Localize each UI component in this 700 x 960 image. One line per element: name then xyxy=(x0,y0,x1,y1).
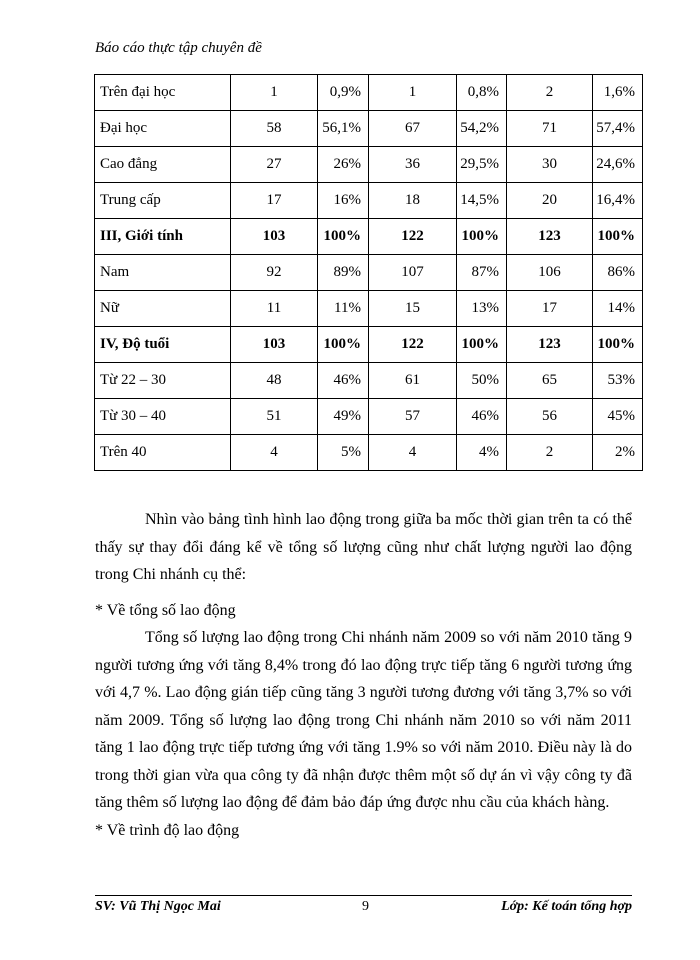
percent-cell: 5% xyxy=(318,435,369,471)
row-label: Trên 40 xyxy=(95,435,231,471)
percent-cell: 26% xyxy=(318,147,369,183)
percent-cell: 100% xyxy=(457,219,507,255)
percent-cell: 53% xyxy=(593,363,643,399)
table-row xyxy=(95,399,643,435)
count-cell: 122 xyxy=(369,219,457,255)
percent-cell: 0,8% xyxy=(457,75,507,111)
count-cell: 48 xyxy=(231,363,318,399)
percent-cell: 2% xyxy=(593,435,643,471)
percent-cell: 100% xyxy=(318,219,369,255)
row-label: Trên đại học xyxy=(95,75,231,111)
body-text xyxy=(95,506,632,844)
count-cell: 1 xyxy=(369,75,457,111)
row-label: III, Giới tính xyxy=(95,219,231,255)
percent-cell: 46% xyxy=(318,363,369,399)
table-row xyxy=(95,111,643,147)
count-cell: 92 xyxy=(231,255,318,291)
count-cell: 123 xyxy=(507,327,593,363)
percent-cell: 13% xyxy=(457,291,507,327)
row-label: Từ 30 – 40 xyxy=(95,399,231,435)
percent-cell: 57,4% xyxy=(593,111,643,147)
count-cell: 20 xyxy=(507,183,593,219)
count-cell: 123 xyxy=(507,219,593,255)
count-cell: 17 xyxy=(231,183,318,219)
count-cell: 4 xyxy=(369,435,457,471)
table-row xyxy=(95,183,643,219)
percent-cell: 24,6% xyxy=(593,147,643,183)
percent-cell: 0,9% xyxy=(318,75,369,111)
count-cell: 58 xyxy=(231,111,318,147)
page-number: 9 xyxy=(362,899,369,914)
percent-cell: 45% xyxy=(593,399,643,435)
count-cell: 4 xyxy=(231,435,318,471)
percent-cell: 16% xyxy=(318,183,369,219)
section-heading-total: * Về tổng số lao động xyxy=(95,601,236,619)
labor-table xyxy=(94,74,643,471)
table-row xyxy=(95,75,643,111)
table-row xyxy=(95,435,643,471)
count-cell: 122 xyxy=(369,327,457,363)
table-row xyxy=(95,147,643,183)
percent-cell: 14,5% xyxy=(457,183,507,219)
labor-table-body xyxy=(95,75,643,471)
count-cell: 57 xyxy=(369,399,457,435)
percent-cell: 46% xyxy=(457,399,507,435)
page-header: Báo cáo thực tập chuyên đề xyxy=(95,40,262,56)
table-row xyxy=(95,219,643,255)
footer-class: Lớp: Kế toán tổng hợp xyxy=(501,899,632,914)
count-cell: 103 xyxy=(231,327,318,363)
count-cell: 36 xyxy=(369,147,457,183)
intro-paragraph: Nhìn vào bảng tình hình lao động trong giữa ba mốc thời gian trên ta có thể thấy sự thay đổi đáng kể về tổng số lượng cũng như chất lượng người lao động trong Chi nhánh cụ thể: xyxy=(95,511,632,583)
row-label: Đại học xyxy=(95,111,231,147)
section-heading-qualification: * Về trình độ lao động xyxy=(95,821,240,839)
total-labor-paragraph: Tổng số lượng lao động trong Chi nhánh năm 2009 so với năm 2010 tăng 9 người tương ứng với tăng 8,4% trong đó lao động trực tiếp tăng 6 người tương ứng với 4,7 %. Lao động gián tiếp cũng tăng 3 người tương đương với tăng 3,7% so với năm 2009. Tổng số lượng lao động trong Chi nhánh năm 2010 so với năm 2011 tăng 1 lao động trực tiếp tương ứng với tăng 1.9% so với năm 2010. Điều này là do trong thời gian vừa qua công ty đã nhận được thêm một số dự án vì vậy công ty đã tăng thêm số lượng lao động để đảm bảo đáp ứng được nhu cầu của khách hàng. xyxy=(95,629,632,811)
count-cell: 15 xyxy=(369,291,457,327)
row-label: Trung cấp xyxy=(95,183,231,219)
count-cell: 17 xyxy=(507,291,593,327)
percent-cell: 54,2% xyxy=(457,111,507,147)
percent-cell: 29,5% xyxy=(457,147,507,183)
count-cell: 71 xyxy=(507,111,593,147)
row-label: IV, Độ tuổi xyxy=(95,327,231,363)
count-cell: 1 xyxy=(231,75,318,111)
count-cell: 27 xyxy=(231,147,318,183)
percent-cell: 16,4% xyxy=(593,183,643,219)
footer-divider xyxy=(95,895,632,896)
row-label: Nam xyxy=(95,255,231,291)
percent-cell: 4% xyxy=(457,435,507,471)
count-cell: 11 xyxy=(231,291,318,327)
count-cell: 65 xyxy=(507,363,593,399)
count-cell: 56 xyxy=(507,399,593,435)
percent-cell: 100% xyxy=(593,219,643,255)
count-cell: 2 xyxy=(507,435,593,471)
percent-cell: 100% xyxy=(318,327,369,363)
table-row xyxy=(95,291,643,327)
percent-cell: 50% xyxy=(457,363,507,399)
count-cell: 106 xyxy=(507,255,593,291)
percent-cell: 1,6% xyxy=(593,75,643,111)
footer-student: SV: Vũ Thị Ngọc Mai xyxy=(95,899,221,914)
percent-cell: 100% xyxy=(593,327,643,363)
count-cell: 2 xyxy=(507,75,593,111)
row-label: Cao đẳng xyxy=(95,147,231,183)
count-cell: 103 xyxy=(231,219,318,255)
table-row xyxy=(95,255,643,291)
count-cell: 18 xyxy=(369,183,457,219)
count-cell: 51 xyxy=(231,399,318,435)
row-label: Nữ xyxy=(95,291,231,327)
percent-cell: 56,1% xyxy=(318,111,369,147)
table-row xyxy=(95,327,643,363)
count-cell: 30 xyxy=(507,147,593,183)
percent-cell: 86% xyxy=(593,255,643,291)
count-cell: 67 xyxy=(369,111,457,147)
percent-cell: 100% xyxy=(457,327,507,363)
percent-cell: 49% xyxy=(318,399,369,435)
table-row xyxy=(95,363,643,399)
row-label: Từ 22 – 30 xyxy=(95,363,231,399)
count-cell: 107 xyxy=(369,255,457,291)
percent-cell: 14% xyxy=(593,291,643,327)
count-cell: 61 xyxy=(369,363,457,399)
percent-cell: 11% xyxy=(318,291,369,327)
percent-cell: 89% xyxy=(318,255,369,291)
percent-cell: 87% xyxy=(457,255,507,291)
